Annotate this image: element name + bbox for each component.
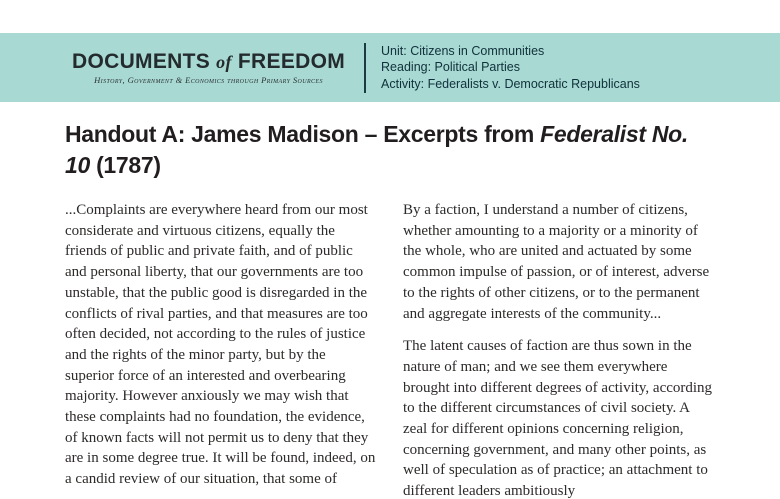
meta-activity: Activity: Federalists v. Democratic Republicans — [381, 76, 640, 91]
title-line2-regular: (1787) — [96, 152, 161, 178]
logo-subtitle: History, Government & Economics through Primary Sources — [94, 74, 323, 85]
right-column — [403, 200, 715, 499]
meta-reading: Reading: Political Parties — [381, 60, 520, 75]
header-divider — [364, 43, 366, 93]
title-line1-italic: Federalist No. — [540, 121, 688, 147]
logo-word-documents: DOCUMENTS — [72, 49, 211, 73]
left-column — [65, 200, 377, 499]
page-title-line1 — [65, 119, 735, 150]
title-line1-regular: Handout A: James Madison – Excerpts from — [65, 121, 534, 147]
left-paragraph-1: ...Complaints are everywhere heard from our most considerate and virtuous citizens, equally the friends of public and private faith, and of public and personal liberty, that our governments are too unstable, that the public good is disregarded in the conflicts of rival parties, and that measures are too often decided, not according to the rules of justice and the rights of the minor party, but by the superior force of an interested and overbearing majority. However anxiously we may wish that these complaints had no foundation, the evidence, of known facts will not permit us to deny that they are in some degree true. It will be found, indeed, on a candid review of our situation, that some of — [65, 202, 376, 488]
logo-title — [72, 51, 345, 73]
page-title — [65, 119, 735, 181]
header-band — [0, 33, 780, 102]
title-line2-italic: 10 — [65, 152, 90, 178]
logo-word-freedom: FREEDOM — [237, 49, 346, 73]
right-paragraph-2: The latent causes of faction are thus sown in the nature of man; and we see them everywhere brought into different degrees of activity, according to the different circumstances of civil society. A zeal for different opinions concerning religion, concerning government, and many other points, as well of speculation as of practice; an attachment to different leaders ambitiously — [403, 338, 713, 499]
right-paragraph-1: By a faction, I understand a number of citizens, whether amounting to a majority or a minority of the whole, who are united and actuated by some common impulse of passion, or of interest, adverse to the rights of other citizens, or to the permanent and aggregate interests of the community... — [403, 202, 710, 322]
logo — [72, 51, 345, 85]
meta-unit: Unit: Citizens in Communities — [381, 43, 545, 58]
header-meta — [381, 43, 640, 93]
page-title-line2 — [65, 150, 735, 181]
logo-word-of: of — [216, 51, 232, 72]
body-columns — [65, 200, 715, 499]
